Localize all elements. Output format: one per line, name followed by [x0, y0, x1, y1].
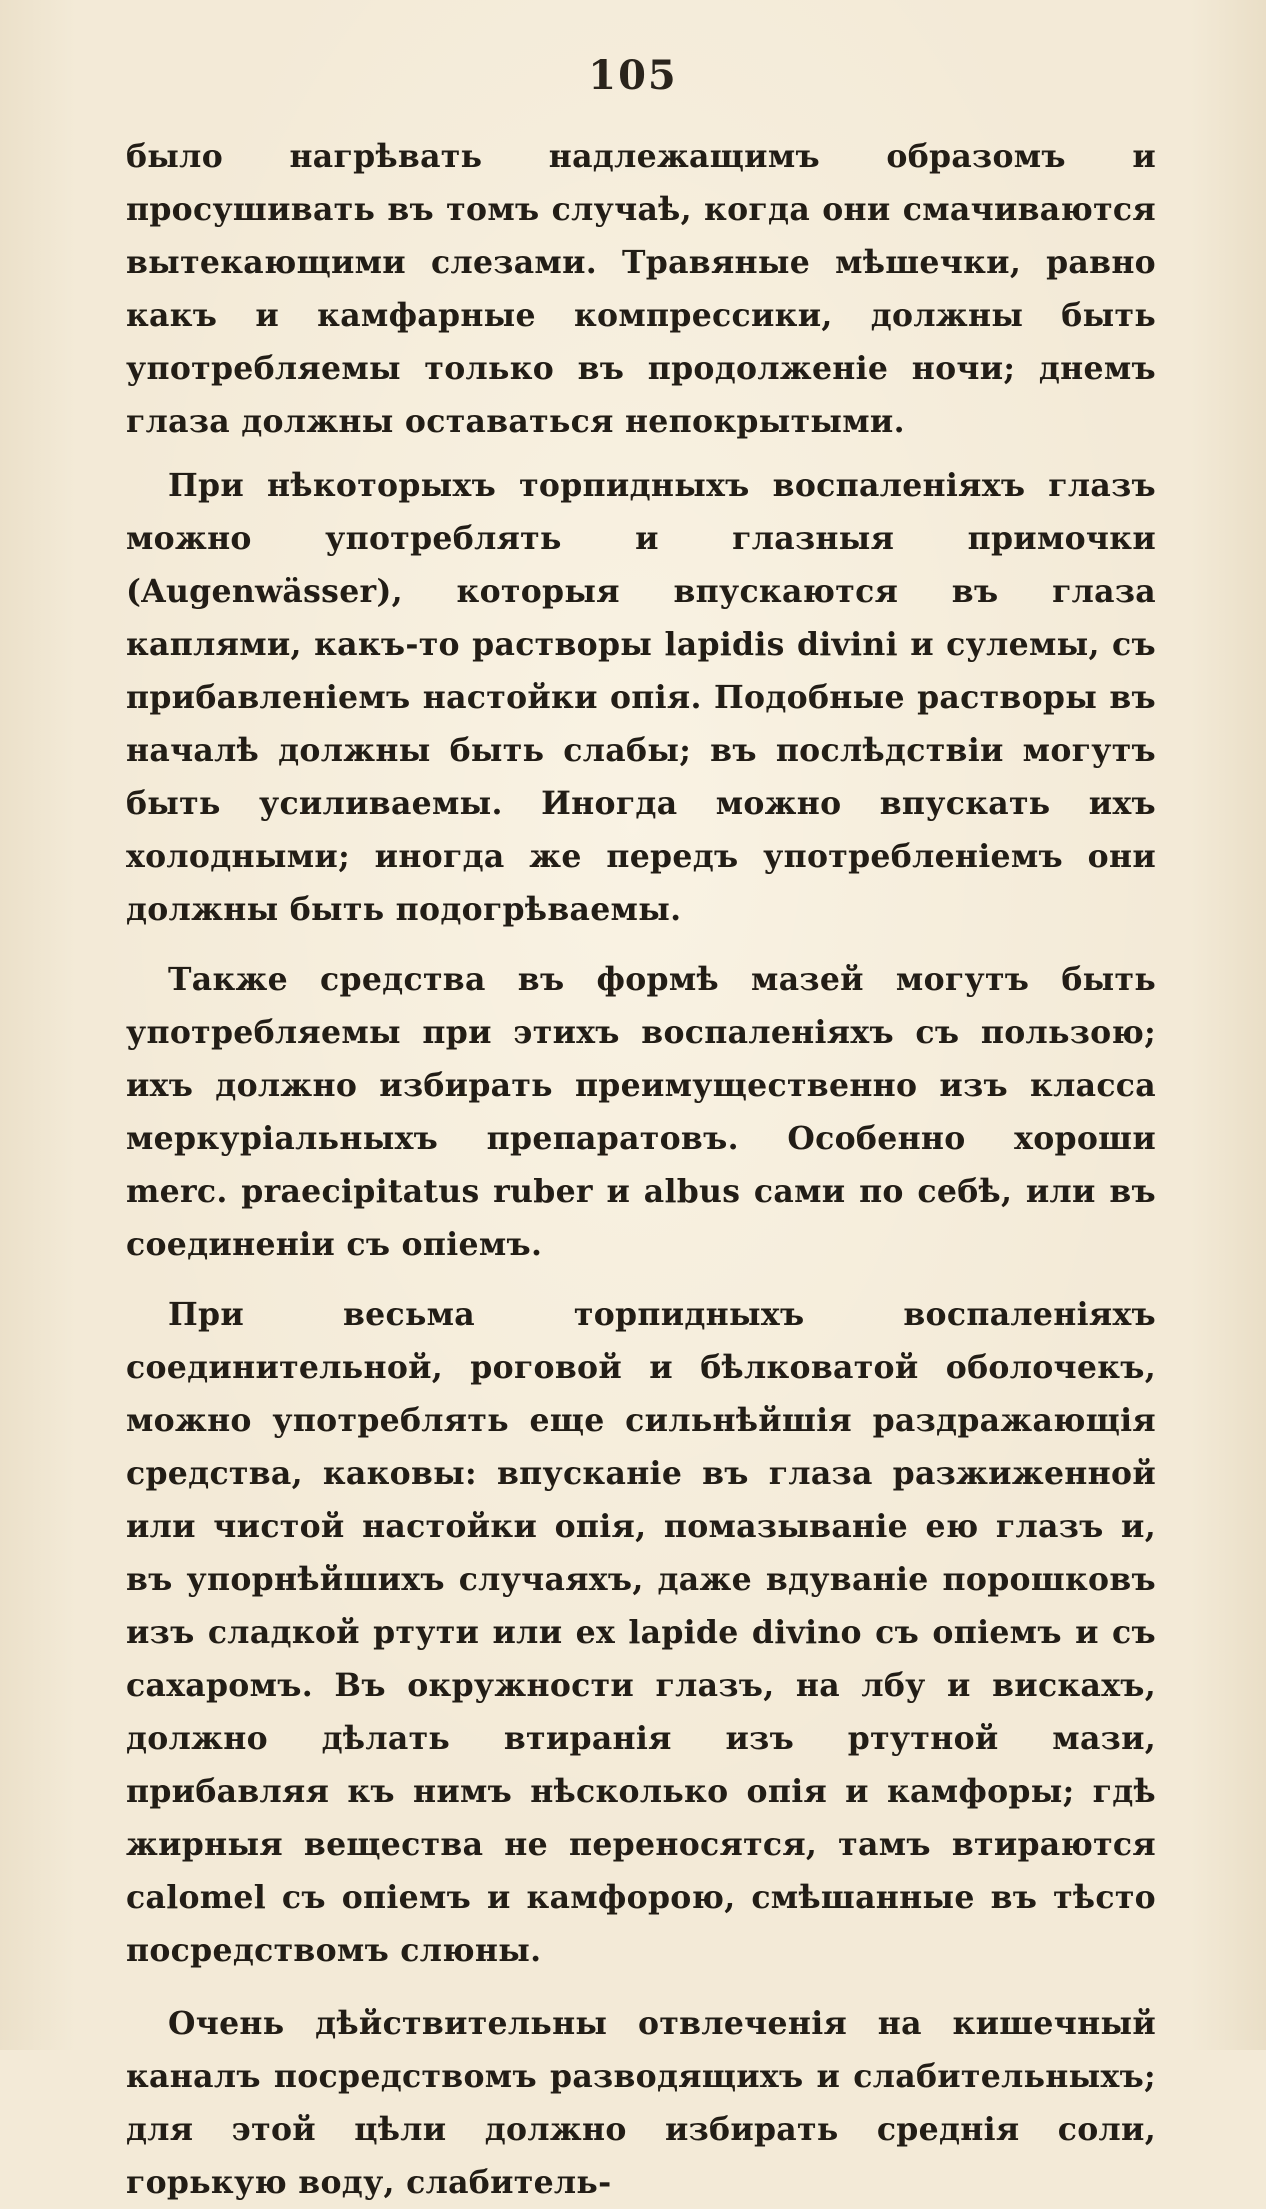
paragraph-5: [126, 1997, 1156, 2209]
body-text: [126, 130, 1156, 2209]
paragraph-4: [126, 1288, 1156, 1977]
paragraph-1: было нагрѣвать надлежащимъ образомъ и просушивать въ томъ случаѣ, когда они смачиваются вытекающими слезами. Травяные мѣшечки, равно какъ и камфарные компрессики, должны быть употребляемы только въ продолженіе ночи; днемъ глаза должны оставаться непокрытыми.: [126, 138, 1156, 440]
paragraph-2-text: При нѣкоторыхъ торпидныхъ воспаленіяхъ глазъ можно употреблять и глазныя примочки (Augenwässer), которыя впускаются въ глаза каплями, какъ-то растворы lapidis divini и сулемы, съ прибавленіемъ настойки опія. Подобные растворы въ началѣ должны быть слабы; въ послѣдствіи могутъ быть усиливаемы. Иногда можно впускать ихъ холодными; иногда же передъ употребленіемъ они должны быть подогрѣваемы.: [126, 467, 1156, 928]
paragraph-4-text: При весьма торпидныхъ воспаленіяхъ соединительной, роговой и бѣлковатой оболочекъ, можно употреблять еще сильнѣйшія раздражающія средства, каковы: впусканіе въ глаза разжиженной или чистой настойки опія, помазываніе ею глазъ и, въ упорнѣйшихъ случаяхъ, даже вдуваніе порошковъ изъ сладкой ртути или ex lapide divino съ опіемъ и съ сахаромъ. Въ окружности глазъ, на лбу и вискахъ, должно дѣлать втиранія изъ ртутной мази, прибавляя къ нимъ нѣсколько опія и камфоры; гдѣ жирныя вещества не переносятся, тамъ втираются calomel съ опіемъ и камфорою, смѣшанные въ тѣсто посредствомъ слюны.: [126, 1296, 1156, 1969]
paragraph-3-text: Также средства въ формѣ мазей могутъ быть употребляемы при этихъ воспаленіяхъ съ пользою; ихъ должно избирать преимущественно изъ класса меркуріальныхъ препаратовъ. Особенно хороши merc. praecipitatus ruber и albus сами по себѣ, или въ соединеніи съ опіемъ.: [126, 961, 1156, 1263]
page-number: 105: [588, 52, 678, 99]
paragraph-3: [126, 953, 1156, 1271]
paragraph-5-text: Очень дѣйствительны отвлеченія на кишечный каналъ посредствомъ разводящихъ и слабительныхъ; для этой цѣли должно избирать среднія соли, горькую воду, слабитель-: [126, 2005, 1156, 2201]
paragraph-2: [126, 459, 1156, 936]
